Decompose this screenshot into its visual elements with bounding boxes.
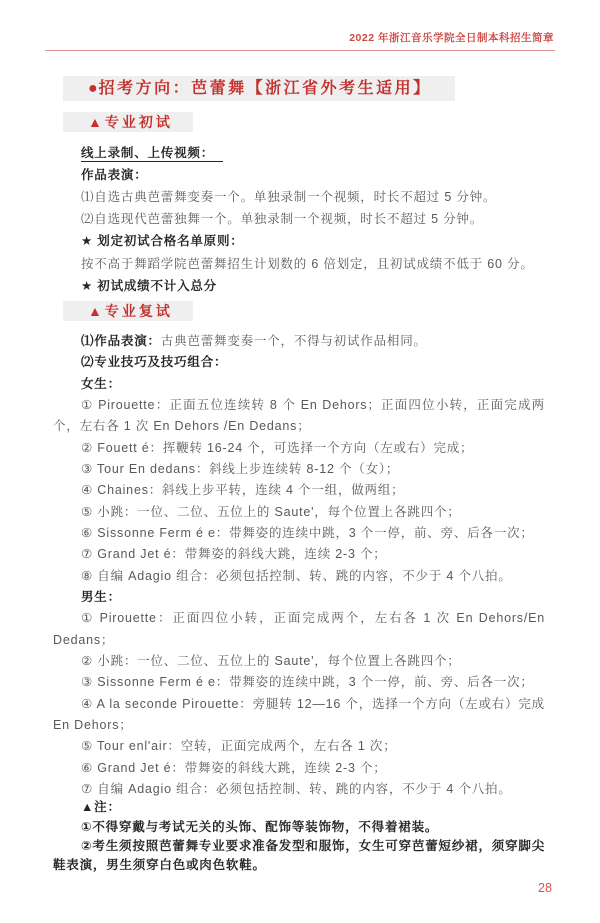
paragraph: ⑴作品表演：古典芭蕾舞变奏一个，不得与初试作品相同。 (81, 333, 427, 348)
paragraph: ⑦ Grand Jet é：带舞姿的斜线大跳，连续 2-3 个； (81, 547, 387, 562)
paragraph: 女生： (81, 376, 121, 391)
paragraph: ① Pirouette：正面五位连续转 8 个 En Dehors；正面四位小转，正面完成两个，左右各 1 次 En Dehors /En Dedans； (53, 397, 545, 434)
paragraph: 男生： (81, 590, 121, 605)
paragraph: 按不高于舞蹈学院芭蕾舞招生计划数的 6 倍划定，且初试成绩不低于 60 分。 (81, 256, 534, 271)
paragraph: ★ 划定初试合格名单原则： (81, 234, 244, 249)
paragraph: ④ Chaines：斜线上步平转，连续 4 个一组，做两组； (81, 483, 405, 498)
notes-paragraphs (53, 798, 545, 875)
page-number: 28 (538, 881, 552, 895)
triangle-icon: ▲ (88, 114, 105, 130)
paragraph: ⑵自选现代芭蕾独舞一个。单独录制一个视频，时长不超过 5 分钟。 (81, 212, 483, 227)
bullet-icon: ● (88, 80, 98, 97)
paragraph: ④ A la seconde Pirouette：旁腿转 12—16 个，选择一个方向（左或右）完成 En Dehors； (53, 696, 545, 733)
paragraph: ②考生须按照芭蕾舞专业要求准备发型和服饰，女生可穿芭蕾短纱裙，须穿脚尖鞋表演，男生须穿白色或肉色软鞋。 (53, 839, 545, 873)
paragraph: ② Fouett é：挥鞭转 16-24 个，可选择一个方向（左或右）完成； (81, 440, 474, 455)
paragraph: ③ Sissonne Ferm é e：带舞姿的连续中跳，3 个一停，前、旁、后各一次； (81, 675, 534, 690)
first-exam-paragraphs (53, 142, 545, 297)
paragraph: ⑤ Tour enl'air：空转，正面完成两个，左右各 1 次； (81, 739, 397, 754)
paragraph: ①不得穿戴与考试无关的头饰、配饰等装饰物，不得着裙装。 (81, 819, 439, 834)
paragraph: ⑥ Grand Jet é：带舞姿的斜线大跳，连续 2-3 个； (81, 760, 387, 775)
paragraph: ⑧ 自编 Adagio 组合：必须包括控制、转、跳的内容，不少于 4 个八拍。 (81, 568, 512, 583)
first-exam-title: 专业初试 (104, 114, 173, 130)
paragraph: ⑵专业技巧及技巧组合： (81, 355, 228, 370)
subsection-banner-first-exam (63, 112, 193, 132)
paragraph: ⑦ 自编 Adagio 组合：必须包括控制、转、跳的内容，不少于 4 个八拍。 (81, 782, 512, 797)
paragraph: ★ 初试成绩不计入总分 (81, 278, 217, 293)
subsection-banner-second-exam (63, 301, 193, 321)
header-divider (45, 50, 555, 51)
second-exam-paragraphs (53, 331, 545, 801)
paragraph: 作品表演： (81, 167, 148, 182)
direction-title: 招考方向：芭蕾舞【浙江省外考生适用】 (98, 80, 432, 97)
paragraph: ⑥ Sissonne Ferm é e：带舞姿的连续中跳，3 个一停，前、旁、后各一次； (81, 526, 534, 541)
paragraph: 线上录制、上传视频： (53, 142, 545, 164)
document-body (53, 137, 545, 876)
paragraph: ② 小跳：一位、二位、五位上的 Saute'，每个位置上各跳四个； (81, 654, 461, 669)
section-banner-direction (63, 76, 455, 101)
triangle-icon: ▲ (88, 302, 105, 319)
paragraph: ① Pirouette：正面四位小转，正面完成两个，左右各 1 次 En Dehors/En Dedans； (53, 611, 545, 647)
paragraph: ③ Tour En dedans：斜线上步连续转 8-12 个（女）； (81, 461, 400, 476)
paragraph: ▲注： (81, 800, 121, 815)
paragraph: ⑤ 小跳：一位、二位、五位上的 Saute'，每个位置上各跳四个； (81, 504, 461, 519)
second-exam-title: 专业复试 (104, 302, 173, 319)
document-title-header: 2022 年浙江音乐学院全日制本科招生简章 (349, 32, 554, 44)
paragraph: ⑴自选古典芭蕾舞变奏一个。单独录制一个视频，时长不超过 5 分钟。 (81, 189, 497, 204)
